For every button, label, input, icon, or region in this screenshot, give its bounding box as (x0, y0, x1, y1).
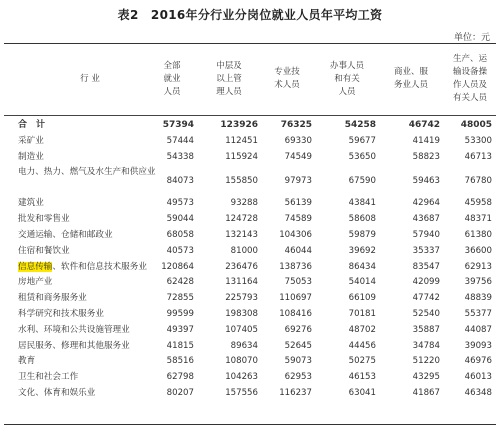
table-row (0, 149, 500, 165)
table-title: 表2 2016年分行业分岗位就业人员年平均工资 (117, 8, 383, 22)
industry-name-rest: 、软件和信息技术服务业 (52, 261, 147, 272)
salary-cell: 40573 (166, 245, 194, 256)
industry-name: 房地产业 (18, 277, 53, 288)
top-rule (4, 43, 496, 44)
salary-cell: 54258 (344, 120, 376, 130)
industry-name: 采矿业 (18, 135, 44, 146)
industry-name: 制造业 (18, 151, 44, 162)
salary-cell: 67590 (348, 176, 376, 187)
salary-cell: 56139 (284, 198, 312, 209)
salary-cell: 132143 (225, 229, 258, 240)
salary-cell: 84073 (166, 176, 194, 187)
industry-name: 居民服务、修理和其他服务业 (18, 340, 130, 351)
salary-cell: 86434 (348, 261, 376, 272)
salary-cell: 48839 (464, 293, 492, 304)
table-row (0, 306, 500, 322)
table-row (0, 385, 500, 401)
salary-cell: 49397 (166, 324, 194, 335)
table-row (0, 211, 500, 227)
salary-cell: 62798 (166, 372, 194, 383)
salary-cell: 44456 (348, 340, 376, 351)
salary-cell: 68058 (166, 229, 194, 240)
salary-cell: 116237 (279, 387, 312, 398)
salary-cell: 80207 (166, 387, 194, 398)
salary-cell: 62953 (284, 372, 312, 383)
salary-cell: 112451 (225, 135, 258, 146)
table-row (0, 243, 500, 259)
header-technical-staff: 专业技 术人员 (274, 67, 300, 90)
header-production-operators: 生产、运 输设备操 作人员及 有关人员 (452, 54, 487, 103)
salary-cell: 44087 (464, 324, 492, 335)
salary-cell: 52540 (412, 308, 440, 319)
salary-cell: 99599 (166, 308, 194, 319)
salary-cell: 69276 (284, 324, 312, 335)
table-row (0, 164, 500, 195)
industry-name: 交通运输、仓储和邮政业 (18, 229, 113, 240)
table-row (0, 195, 500, 211)
salary-cell: 61380 (464, 229, 492, 240)
salary-cell: 48371 (464, 214, 492, 225)
salary-cell: 46348 (464, 387, 492, 398)
salary-cell: 62913 (464, 261, 492, 272)
salary-cell: 123926 (220, 120, 258, 130)
salary-cell: 46153 (348, 372, 376, 383)
industry-name: 住宿和餐饮业 (18, 245, 70, 256)
table-body (0, 117, 500, 401)
salary-cell: 93288 (230, 198, 258, 209)
industry-name: 卫生和社会工作 (18, 372, 79, 383)
salary-cell: 97973 (284, 176, 312, 187)
salary-cell: 45958 (464, 198, 492, 209)
industry-name: 水利、环境和公共设施管理业 (18, 324, 130, 335)
header-industry: 行 业 (80, 73, 100, 84)
salary-cell: 39756 (464, 277, 492, 288)
salary-cell: 236476 (225, 261, 258, 272)
salary-cell: 110697 (279, 293, 312, 304)
salary-cell: 43295 (412, 372, 440, 383)
salary-cell: 138736 (279, 261, 312, 272)
salary-cell: 131164 (225, 277, 258, 288)
salary-cell: 36600 (464, 245, 492, 256)
salary-cell: 72855 (166, 293, 194, 304)
salary-cell: 46742 (408, 120, 440, 130)
salary-cell: 53300 (464, 135, 492, 146)
industry-name: 合 计 (18, 120, 46, 130)
salary-cell: 53650 (348, 151, 376, 162)
table-row (0, 322, 500, 338)
industry-name: 电力、热力、燃气及水生产和供应业 (18, 167, 156, 178)
salary-cell: 198308 (225, 308, 258, 319)
salary-cell: 54014 (348, 277, 376, 288)
salary-cell: 57940 (412, 229, 440, 240)
salary-cell: 81000 (230, 245, 258, 256)
salary-cell: 63041 (348, 387, 376, 398)
salary-cell: 104263 (225, 372, 258, 383)
salary-cell: 48005 (460, 120, 492, 130)
salary-cell: 46013 (464, 372, 492, 383)
salary-cell: 42099 (412, 277, 440, 288)
unit-label: 单位：元 (453, 33, 490, 43)
header-rule (4, 115, 496, 116)
salary-cell: 108070 (225, 356, 258, 367)
salary-cell: 157556 (225, 387, 258, 398)
salary-cell: 46713 (464, 151, 492, 162)
salary-cell: 41867 (412, 387, 440, 398)
salary-cell: 35887 (412, 324, 440, 335)
salary-cell: 108416 (279, 308, 312, 319)
salary-cell: 39692 (348, 245, 376, 256)
salary-cell: 58516 (166, 356, 194, 367)
header-office-staff: 办事人员 和有关 人员 (329, 60, 364, 97)
table-row (0, 369, 500, 385)
salary-cell: 58608 (348, 214, 376, 225)
industry-name: 批发和零售业 (18, 214, 70, 225)
salary-cell: 83547 (412, 261, 440, 272)
salary-cell: 59463 (412, 176, 440, 187)
industry-name (18, 260, 170, 275)
salary-cell: 69330 (284, 135, 312, 146)
salary-cell: 115924 (225, 151, 258, 162)
salary-cell: 225793 (225, 293, 258, 304)
salary-cell: 155850 (225, 176, 258, 187)
salary-cell: 42964 (412, 198, 440, 209)
salary-cell: 41419 (412, 135, 440, 146)
table-row (0, 290, 500, 306)
salary-cell: 74589 (284, 214, 312, 225)
salary-cell: 39093 (464, 340, 492, 351)
table-row (0, 353, 500, 369)
salary-cell: 34784 (412, 340, 440, 351)
salary-cell: 41815 (166, 340, 194, 351)
salary-cell: 120864 (161, 261, 194, 272)
table-row (0, 227, 500, 243)
salary-cell: 47742 (412, 293, 440, 304)
salary-cell: 49573 (166, 198, 194, 209)
industry-name: 科学研究和技术服务业 (18, 308, 104, 319)
salary-cell: 51220 (412, 356, 440, 367)
salary-cell: 58823 (412, 151, 440, 162)
table-row (0, 338, 500, 354)
salary-cell: 57444 (166, 135, 194, 146)
salary-cell: 43841 (348, 198, 376, 209)
salary-cell: 107405 (225, 324, 258, 335)
salary-cell: 35337 (412, 245, 440, 256)
salary-cell: 66109 (348, 293, 376, 304)
table-row (0, 274, 500, 290)
salary-cell: 59044 (166, 214, 194, 225)
salary-cell: 59073 (284, 356, 312, 367)
salary-cell: 43687 (412, 214, 440, 225)
salary-cell: 76780 (464, 176, 492, 187)
salary-cell: 104306 (279, 229, 312, 240)
header-middle-managers: 中层及 以上管 理人员 (216, 60, 242, 97)
table-row (0, 133, 500, 149)
bottom-rule (4, 424, 496, 425)
industry-name: 建筑业 (18, 198, 44, 209)
salary-cell: 59879 (348, 229, 376, 240)
header-all-employees: 全部 就业 人员 (163, 60, 181, 97)
table-row (0, 117, 500, 133)
highlighted-text: 信息传输 (18, 261, 53, 272)
industry-name: 教育 (18, 356, 36, 367)
salary-cell: 52645 (284, 340, 312, 351)
salary-cell: 48702 (348, 324, 376, 335)
salary-cell: 124728 (225, 214, 258, 225)
salary-cell: 59677 (348, 135, 376, 146)
salary-cell: 76325 (280, 120, 312, 130)
salary-cell: 55377 (464, 308, 492, 319)
salary-cell: 74549 (284, 151, 312, 162)
salary-cell: 46044 (284, 245, 312, 256)
salary-cell: 75053 (284, 277, 312, 288)
salary-cell: 57394 (162, 120, 194, 130)
table-row (0, 259, 500, 275)
industry-name: 租赁和商务服务业 (18, 293, 87, 304)
salary-cell: 62428 (166, 277, 194, 288)
salary-cell: 50275 (348, 356, 376, 367)
industry-name: 文化、体育和娱乐业 (18, 387, 96, 398)
salary-cell: 89634 (230, 340, 258, 351)
salary-cell: 70181 (348, 308, 376, 319)
header-service-staff: 商业、服 务业人员 (393, 67, 428, 90)
salary-cell: 54338 (166, 151, 194, 162)
salary-cell: 46976 (464, 356, 492, 367)
